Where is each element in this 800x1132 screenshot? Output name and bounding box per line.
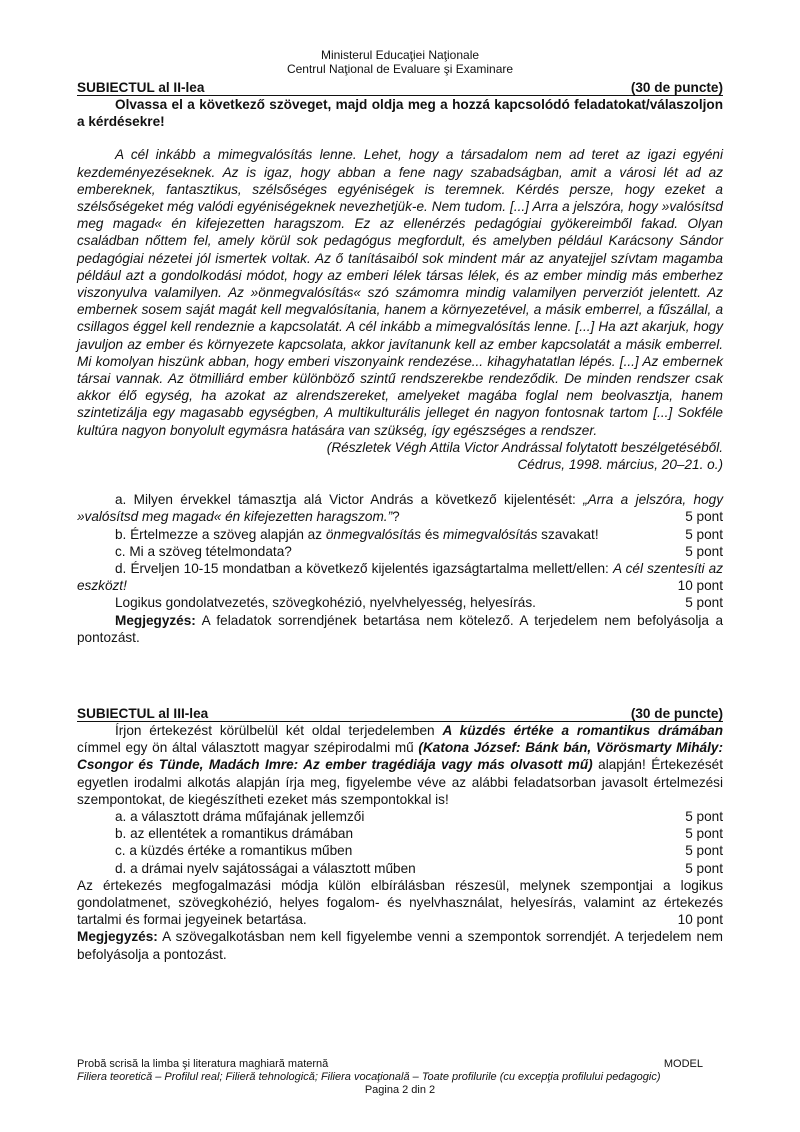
question-c-text: c. Mi a szöveg tételmondata? <box>115 543 292 559</box>
section-3-note-label: Megjegyzés: <box>77 929 158 945</box>
criterion-b-text: b. az ellentétek a romantikus drámában <box>115 826 354 842</box>
question-a-quote: „Arra a jelszóra, hogy »valósítsd meg magad« én kifejezetten haragszom.” <box>77 492 723 525</box>
criterion-d <box>77 860 723 877</box>
question-a <box>77 491 723 525</box>
essay-works: (Katona József: Bánk bán, Vörösmarty Mihály: Csongor és Tünde, Madách Imre: Az ember tragédiája vagy más olvasott mű) <box>77 740 723 773</box>
question-d-quote: A cél szentesíti az eszközt! <box>77 561 723 594</box>
essay-prompt-post: alapján! Értekezését egyetlen irodalmi alkotás alapján írja meg, figyelembe véve az alábbi feladatsorban javasolt értelmezési szempontokat, de kiegészítheti ezeket más szempontokkal is! <box>77 757 723 807</box>
essay-title: A küzdés értéke a romantikus drámában <box>442 723 723 738</box>
question-b-post: szavakat! <box>537 526 599 542</box>
section-2-note-text: A feladatok sorrendjének betartása nem kötelező. A terjedelem nem befolyásolja a pontozást. <box>77 612 723 645</box>
reading-passage: A cél inkább a mimegvalósítás lenne. Lehet, hogy a társadalom nem ad teret az igazi egyéni kezdeményezéseknek. Az is igaz, hogy abban a fene nagy szabadságban, amit a városi lét ad az embereknek, fantasztikus, szélsőséges egyéniségek is teremnek. Kérdés persze, hogy ezeket a szélsőségeket még valódi egyéniségeknek nevezhetjük-e. Nem tudom. [...] Arra a jelszóra, hogy »valósítsd meg magad« én kifejezetten haragszom. Ez az ellenérzés pedagógiai gyökereimből fakad. Olyan családban nőttem fel, amely körül sok pedagógus megfordult, és amelyben például Karácsony Sándor pedagógiai nézetei jól ismertek voltak. Az ő tanításaiból sok mindent már az anyatejjel szívtam magamba például azt a gondolkodási módot, hogy az emberi lélek társas lélek, és az ember mindig más emberhez viszonyulva valamilyen. Az »önmegvalósítás« szó számomra mindig valamilyen perverziót jelentett. Az embernek sosem saját magát kell megvalósítania, hanem a környezetével, a másik emberrel, a fűszállal, a csillagos éggel kell rendeznie a kapcsolatát. A cél inkább a mimegvalósítás lenne. [...] Ha azt akarjuk, hogy javuljon az ember és környezete kapcsolata, akkor javítanunk kell az ember kapcsolatát a másik emberrel. Mi komolyan hiszünk abban, hogy emberi viszonyaink rendezése... kihagyhatatlan lépés. [...] Az embernek társai vannak. Az ötmilliárd ember különböző szintű rendszerekbe rendeződik. De minden rendszer csak akkor élő egység, ha azokat az alrendszereket, amelyeket magába foglal nem beolvasztja, hanem szintetizálja egy magasabb egységben, A multikulturális jelleget én nagyon fontosnak tartom [...] Sokféle kultúra nagyon bonyolult egymásra hatására van szükség, így egészséges a rendszer. <box>77 147 723 438</box>
section-3-points: (30 de puncte) <box>630 706 723 721</box>
essay-prompt-mid: címmel egy ön által választott magyar szépirodalmi mű <box>77 740 419 756</box>
criterion-a-points: 5 pont <box>685 809 723 825</box>
page-header <box>0 48 800 76</box>
source-line-1: (Részletek Végh Attila Victor Andrással folytatott beszélgetéséből. <box>326 439 723 455</box>
question-b <box>77 526 723 543</box>
question-d-points: 10 pont <box>677 578 723 594</box>
question-d-text: d. Érveljen 10-15 mondatban a következő kijelentés igazságtartalma mellett/ellen: <box>115 561 613 577</box>
source-line-2: Cédrus, 1998. március, 20–21. o.) <box>517 457 723 473</box>
criterion-d-text: d. a drámai nyelv sajátosságai a választott műben <box>115 860 416 876</box>
criterion-b-points: 5 pont <box>685 826 723 842</box>
criterion-c-text: c. a küzdés értéke a romantikus műben <box>115 843 353 859</box>
section-2-title: SUBIECTUL al II-lea <box>77 80 205 95</box>
criterion-c-points: 5 pont <box>685 843 723 859</box>
criterion-a <box>77 808 723 825</box>
footer-page-number: Pagina 2 din 2 <box>364 1084 436 1096</box>
center-name: Centrul Naţional de Evaluare şi Examinare <box>286 62 514 76</box>
footer-profiles: Filiera teoretică – Profilul real; Filieră tehnologică; Filiera vocaţională – Toate profilurile (cu excepţia profilului pedagogic) <box>77 1071 661 1083</box>
assessment-criteria <box>77 877 723 929</box>
section-2-note-label: Megjegyzés: <box>115 612 196 628</box>
essay-prompt <box>77 722 723 808</box>
logic-criteria-text: Logikus gondolatvezetés, szövegkohézió, nyelvhelyesség, helyesírás. <box>115 595 536 611</box>
question-a-end: ? <box>392 509 400 525</box>
question-a-text: a. Milyen érvekkel támasztja alá Victor András a következő kijelentését: <box>115 492 584 508</box>
footer-exam-name: Probă scrisă la limba şi literatura maghiară maternă <box>77 1058 329 1070</box>
essay-prompt-pre: Írjon értekezést körülbelül két oldal terjedelemben <box>115 723 443 738</box>
question-d <box>77 560 723 594</box>
criterion-b <box>77 825 723 842</box>
question-b-pre: b. Értelmezze a szöveg alapján az <box>115 526 326 542</box>
question-c-points: 5 pont <box>685 543 723 559</box>
question-b-points: 5 pont <box>685 526 723 542</box>
section-3 <box>77 706 723 963</box>
section-3-note-text: A szövegalkotásban nem kell figyelembe venni a szempontok sorrendjét. A terjedelem nem befolyásolja a pontozást. <box>77 929 723 962</box>
criterion-a-text: a. a választott dráma műfajának jellemzői <box>115 809 365 825</box>
logic-criteria-points: 5 pont <box>685 595 723 611</box>
assessment-points: 10 pont <box>677 912 723 928</box>
ministry-name: Ministerul Educaţiei Naţionale <box>320 48 480 62</box>
logic-criteria <box>77 594 723 611</box>
footer-model-label: MODEL <box>663 1058 703 1070</box>
section-2-note <box>77 612 723 646</box>
section-3-note <box>77 928 723 962</box>
question-b-word-1: önmegvalósítás <box>325 526 422 542</box>
section-2-points: (30 de puncte) <box>630 80 723 95</box>
assessment-text: Az értekezés megfogalmazási módja külön elbírálásban részesül, melynek szempontjai a logikus gondolatmenet, szövegkohézió, helyes fogalom- és nyelvhasználat, helyesírás, valamint az értekezés tartalmi és formai jegyeinek betartása. <box>77 877 723 928</box>
section-2-heading <box>77 80 723 96</box>
section-2 <box>77 80 723 646</box>
question-b-mid: és <box>421 526 443 542</box>
section-2-instruction: Olvassa el a következő szöveget, majd oldja meg a hozzá kapcsolódó feladatokat/válaszoljon a kérdésekre! <box>77 97 723 130</box>
passage-source <box>77 439 723 473</box>
page-footer <box>77 1058 723 1097</box>
question-b-word-2: mimegvalósítás <box>442 526 538 542</box>
question-c <box>77 543 723 560</box>
section-3-title: SUBIECTUL al III-lea <box>77 706 209 721</box>
criterion-d-points: 5 pont <box>685 860 723 876</box>
criterion-c <box>77 842 723 859</box>
section-3-heading <box>77 706 723 722</box>
question-a-points: 5 pont <box>685 509 723 525</box>
